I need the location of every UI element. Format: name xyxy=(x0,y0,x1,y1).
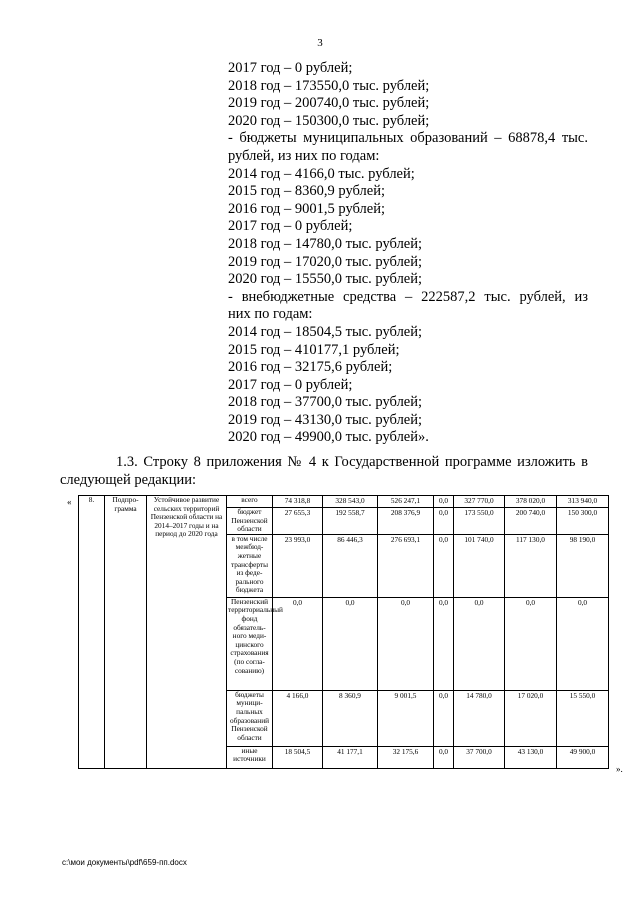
text-line: 2017 год – 0 рублей; xyxy=(228,376,353,393)
amount-cell: 9 001,5 xyxy=(378,690,434,746)
paragraph-line: следующей редакции: xyxy=(60,471,197,488)
amount-cell: 0,0 xyxy=(454,597,505,690)
amount-cell: 192 558,7 xyxy=(323,508,378,535)
funding-source-cell: в том числе межбюд-жетные трансферты из феде-рального бюджета xyxy=(227,534,273,597)
file-path: c:\мои документы\pdf\659-пп.docx xyxy=(62,858,187,867)
table-row xyxy=(79,496,609,508)
text-line: 2019 год – 200740,0 тыс. рублей; xyxy=(228,95,430,112)
amount-cell: 173 550,0 xyxy=(454,508,505,535)
text-line: 2020 год – 15550,0 тыс. рублей; xyxy=(228,271,423,288)
amendment-paragraph xyxy=(60,454,588,489)
text-line: них по годам: xyxy=(228,306,313,323)
amount-cell: 0,0 xyxy=(323,597,378,690)
amount-cell: 0,0 xyxy=(378,597,434,690)
text-line: 2018 год – 37700,0 тыс. рублей; xyxy=(228,394,423,411)
subprogram-name-cell: Устойчивое развитие сельских территорий Пензенской области на 2014–2017 годы и на период до 2020 года xyxy=(147,496,227,769)
amount-cell: 14 780,0 xyxy=(454,690,505,746)
page-number: 3 xyxy=(317,37,323,49)
text-line: рублей, из них по годам: xyxy=(228,147,380,164)
funding-source-cell: всего xyxy=(227,496,273,508)
text-line: - внебюджетные средства – 222587,2 тыс. рублей, из xyxy=(228,288,588,305)
amount-cell: 15 550,0 xyxy=(557,690,609,746)
text-line: 2015 год – 8360,9 рублей; xyxy=(228,183,386,200)
text-line: 2015 год – 410177,1 рублей; xyxy=(228,341,400,358)
amount-cell: 86 446,3 xyxy=(323,534,378,597)
row-type-cell: Подпро-грамма xyxy=(105,496,147,769)
funding-table xyxy=(78,495,609,769)
amount-cell: 49 900,0 xyxy=(557,746,609,768)
text-line: 2019 год – 17020,0 тыс. рублей; xyxy=(228,253,423,270)
opening-quote: « xyxy=(67,497,72,507)
amount-cell: 313 940,0 xyxy=(557,496,609,508)
funding-source-cell: бюджет Пензенской области xyxy=(227,508,273,535)
amount-cell: 17 020,0 xyxy=(505,690,557,746)
amount-cell: 208 376,9 xyxy=(378,508,434,535)
text-line: - бюджеты муниципальных образований – 68878,4 тыс. xyxy=(228,130,588,147)
amount-cell: 0,0 xyxy=(434,690,454,746)
text-line: 2020 год – 49900,0 тыс. рублей». xyxy=(228,429,429,446)
amount-cell: 0,0 xyxy=(434,534,454,597)
amount-cell: 41 177,1 xyxy=(323,746,378,768)
amount-cell: 117 130,0 xyxy=(505,534,557,597)
amount-cell: 0,0 xyxy=(557,597,609,690)
amount-cell: 27 655,3 xyxy=(273,508,323,535)
text-line: 2014 год – 4166,0 тыс. рублей; xyxy=(228,165,415,182)
amount-cell: 378 020,0 xyxy=(505,496,557,508)
amount-cell: 328 543,0 xyxy=(323,496,378,508)
text-block xyxy=(228,60,588,447)
text-line: 2014 год – 18504,5 тыс. рублей; xyxy=(228,323,423,340)
row-number-cell: 8. xyxy=(79,496,105,769)
amount-cell: 98 190,0 xyxy=(557,534,609,597)
amount-cell: 8 360,9 xyxy=(323,690,378,746)
funding-source-cell: иные источники xyxy=(227,746,273,768)
text-line: 2017 год – 0 рублей; xyxy=(228,218,353,235)
text-line: 2020 год – 150300,0 тыс. рублей; xyxy=(228,112,430,129)
text-line: 2018 год – 14780,0 тыс. рублей; xyxy=(228,235,423,252)
amount-cell: 23 993,0 xyxy=(273,534,323,597)
amount-cell: 200 740,0 xyxy=(505,508,557,535)
text-line: 2016 год – 9001,5 рублей; xyxy=(228,200,386,217)
funding-source-cell: бюджеты муници-пальных образований Пензенской области xyxy=(227,690,273,746)
amount-cell: 4 166,0 xyxy=(273,690,323,746)
text-line: 2016 год – 32175,6 рублей; xyxy=(228,359,393,376)
amount-cell: 0,0 xyxy=(434,496,454,508)
text-line: 2019 год – 43130,0 тыс. рублей; xyxy=(228,411,423,428)
amount-cell: 0,0 xyxy=(505,597,557,690)
amount-cell: 0,0 xyxy=(434,597,454,690)
paragraph-line: 1.3. Строку 8 приложения № 4 к Государственной программе изложить в xyxy=(116,454,588,470)
amount-cell: 0,0 xyxy=(434,746,454,768)
amount-cell: 327 770,0 xyxy=(454,496,505,508)
text-line: 2017 год – 0 рублей; xyxy=(228,60,353,76)
amount-cell: 150 300,0 xyxy=(557,508,609,535)
amount-cell: 37 700,0 xyxy=(454,746,505,768)
amount-cell: 101 740,0 xyxy=(454,534,505,597)
amount-cell: 32 175,6 xyxy=(378,746,434,768)
amount-cell: 18 504,5 xyxy=(273,746,323,768)
amount-cell: 74 318,8 xyxy=(273,496,323,508)
funding-source-cell: Пензенский территориальный фонд обязатель-ного меди-цинского страхования (по согла-сованию) xyxy=(227,597,273,690)
amount-cell: 526 247,1 xyxy=(378,496,434,508)
amount-cell: 0,0 xyxy=(434,508,454,535)
amount-cell: 0,0 xyxy=(273,597,323,690)
amount-cell: 43 130,0 xyxy=(505,746,557,768)
closing-quote: ». xyxy=(616,764,623,774)
amount-cell: 276 693,1 xyxy=(378,534,434,597)
text-line: 2018 год – 173550,0 тыс. рублей; xyxy=(228,77,430,94)
